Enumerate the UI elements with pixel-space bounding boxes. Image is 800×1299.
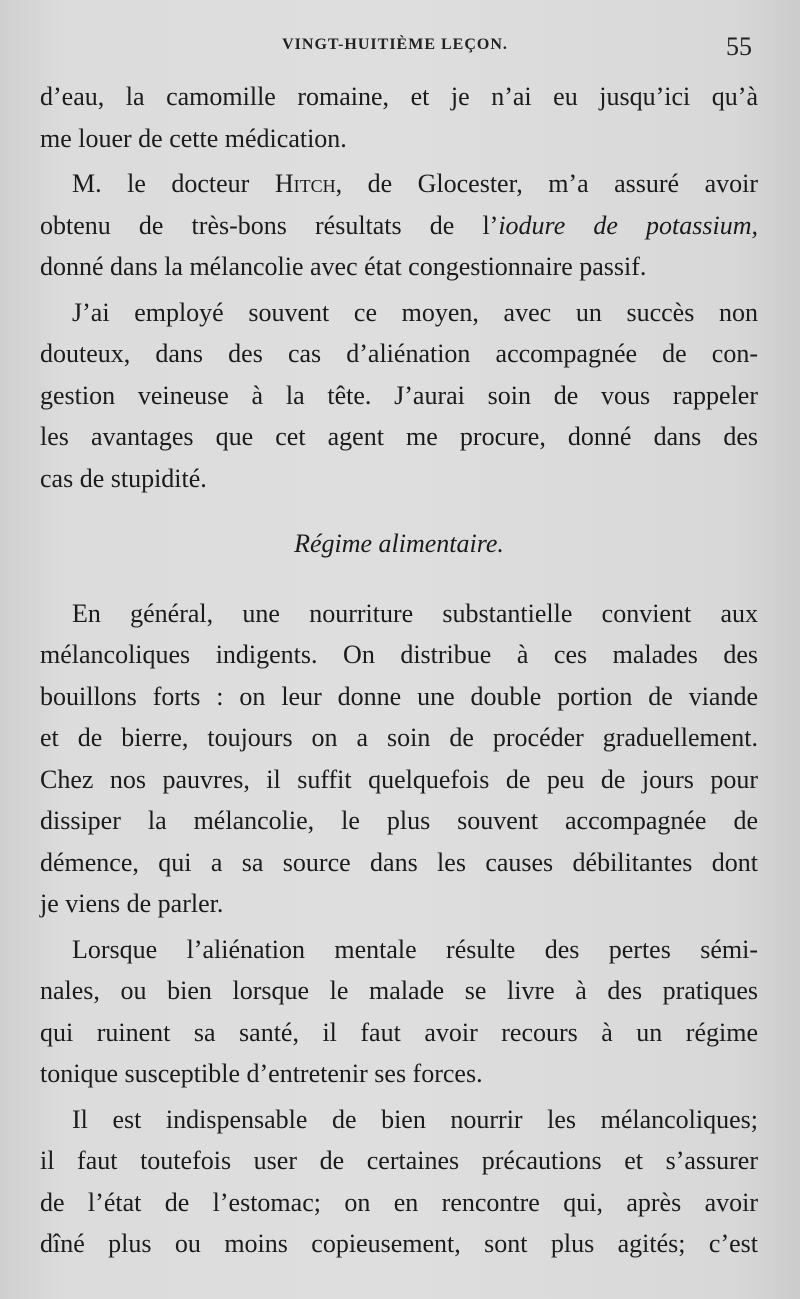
text-line: J’ai employé souvent ce moyen, avec un succès non [72,297,758,327]
text-line: qui ruinent sa santé, il faut avoir recours à un régime [40,1017,758,1047]
text-line: les avantages que cet agent me procure, donné dans des [40,422,758,451]
text-segment: M. le docteur [72,169,275,198]
paragraph-3 [40,292,758,500]
text-line: de l’état de l’estomac; on en rencontre qui, après avoir [40,1187,758,1217]
italic-term: iodure de potassium, [498,210,758,240]
paragraph-5 [40,929,758,1095]
text-line: tonique susceptible d’entretenir ses forces. [40,1059,483,1088]
text-segment: , de Glocester, m’a assuré avoir [335,169,759,198]
paragraph-2 [40,163,758,288]
paragraph-1 [40,76,758,159]
text-line: il faut toutefois user de certaines précautions et s’assurer [40,1146,758,1175]
text-line: dîné plus ou moins copieusement, sont plus agités; c’est [40,1229,758,1258]
text-line: dissiper la mélancolie, le plus souvent accompagnée de [40,806,758,835]
page-number: 55 [726,32,752,61]
text-line: douteux, dans des cas d’aliénation accompagnée de con- [40,339,758,368]
text-segment: obtenu de très-bons résultats de l’ [40,210,499,240]
text-line: me louer de cette médication. [40,123,347,153]
text-line: Chez nos pauvres, il suffit quelquefois de peu de jours pour [40,764,758,794]
text-line: donné dans la mélancolie avec état congestionnaire passif. [40,252,647,281]
text-line: En général, une nourriture substantielle convient aux [72,598,758,628]
text-line: Lorsque l’aliénation mentale résulte des pertes sémi- [72,934,758,964]
text-line: et de bierre, toujours on a soin de procéder graduellement. [40,723,758,752]
text-line: bouillons forts : on leur donne une double portion de viande [40,681,758,711]
text-line [40,205,758,247]
text-line: d’eau, la camomille romaine, et je n’ai eu jusqu’ici qu’à [40,82,758,111]
author-name: Hitch [274,169,336,198]
text-line: démence, qui a sa source dans les causes débilitantes dont [40,847,758,877]
text-line: Il est indispensable de bien nourrir les mélancoliques; [72,1104,758,1134]
paragraph-4 [40,593,758,925]
section-heading: Régime alimentaire. [294,529,504,558]
text-line: mélancoliques indigents. On distribue à ces malades des [40,640,758,669]
running-title: VINGT-HUITIÈME LEÇON. [282,36,508,53]
text-line: nales, ou bien lorsque le malade se livre à des pratiques [40,976,758,1005]
text-line: gestion veineuse à la tête. J’aurai soin de vous rappeler [40,380,758,410]
text-line: cas de stupidité. [40,463,207,493]
text-line: je viens de parler. [40,889,224,918]
paragraph-6 [40,1099,758,1265]
body-text [40,76,758,1269]
text-line [40,163,758,205]
